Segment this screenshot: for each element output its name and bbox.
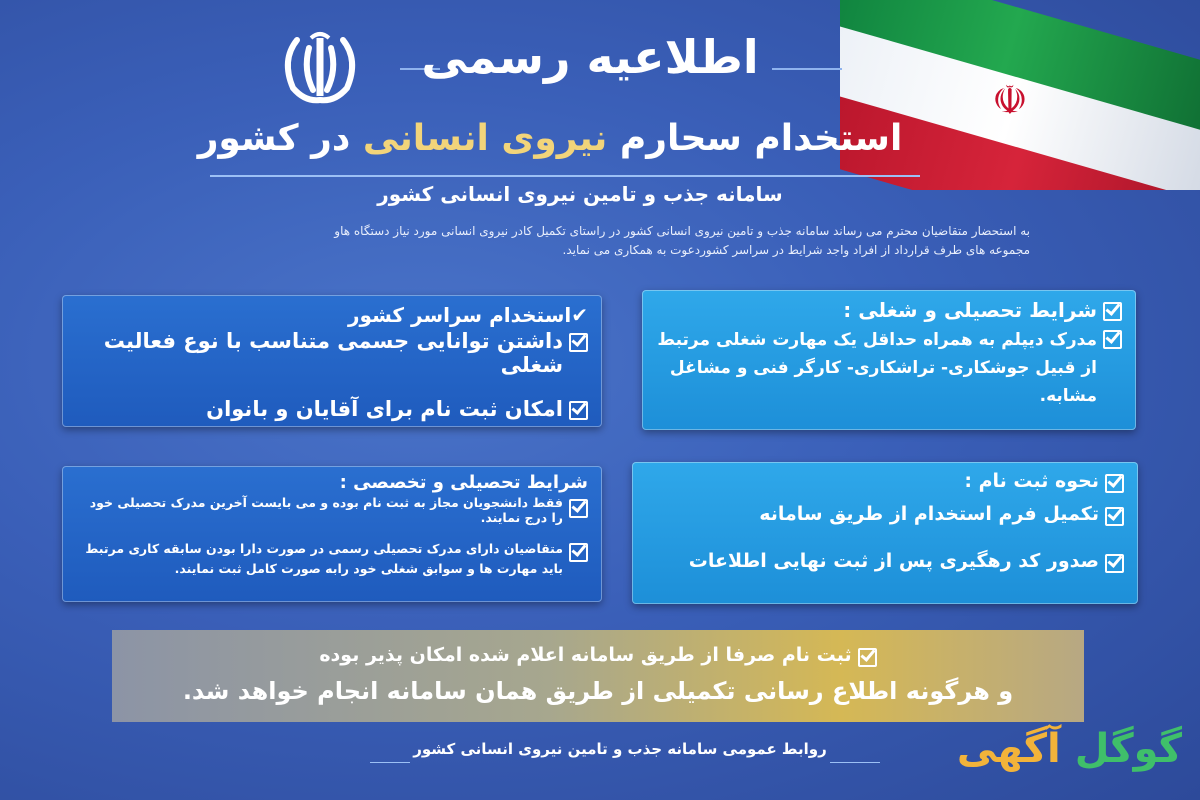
box-nationwide	[62, 295, 602, 427]
list-item	[632, 503, 1138, 526]
intro-text: به استحضار متقاضیان محترم می رساند سامانه جذب و تامین نیروی انسانی کشور در راستای تکمیل کادر نیروی انسانی مورد نیاز دستگاه هاو مجموعه های طرف قرارداد از افراد واجد شرایط در سراسر کشوردعوت به همکاری می نماید.	[334, 224, 1030, 257]
list-item	[62, 495, 602, 525]
checkbox-icon	[858, 648, 877, 667]
notice-line1-row	[112, 644, 1084, 667]
headline-part2: در کشور	[197, 118, 351, 159]
checkbox-icon	[569, 543, 588, 562]
box-nationwide-heading: ✔استخدام سراسر کشور	[348, 303, 588, 327]
bottom-notice	[112, 630, 1084, 722]
checkbox-icon	[1103, 330, 1122, 349]
national-emblem-icon	[275, 30, 365, 110]
list-item	[642, 326, 1136, 410]
watermark-part-a: گوگل	[1074, 726, 1182, 772]
list-item	[62, 539, 602, 579]
box-edu-conditions-heading: شرایط تحصیلی و تخصصی :	[339, 472, 588, 493]
iran-flag-image	[840, 0, 1200, 190]
list-item-text: امکان ثبت نام برای آقایان و بانوان	[206, 397, 563, 421]
list-item	[62, 397, 602, 421]
box-job-conditions-heading: شرایط تحصیلی و شغلی :	[843, 298, 1097, 322]
box-job-conditions-heading-row	[642, 290, 1136, 322]
headline-underline	[210, 175, 920, 177]
box-registration-heading: نحوه ثبت نام :	[964, 470, 1099, 492]
flag-emblem-icon: ☫	[992, 78, 1028, 124]
checkbox-icon	[569, 333, 588, 352]
page-title: اطلاعیه رسمی	[421, 30, 759, 84]
checkbox-icon	[1103, 302, 1122, 321]
footer-line-right	[830, 762, 880, 763]
box-registration-heading-row	[632, 462, 1138, 493]
list-item-text: فقط دانشجویان مجاز به ثبت نام بوده و می بایست آخرین مدرک تحصیلی خود را درج نمایند.	[89, 495, 563, 525]
footer-credit: روابط عمومی سامانه جذب و تامین نیروی انسانی کشور	[413, 740, 827, 758]
list-item-text: متقاضیان دارای مدرک تحصیلی رسمی در صورت دارا بودن سابقه کاری مرتبط باید مهارت ها و سوابق شغلی خود رابه صورت کامل ثبت نمایند.	[85, 541, 563, 576]
list-item-text: داشتن توانایی جسمی متناسب با نوع فعالیت شغلی	[103, 329, 563, 377]
notice-line1: ثبت نام صرفا از طریق سامانه اعلام شده امکان پذیر بوده	[319, 644, 852, 666]
headline-highlight: نیروی انسانی	[362, 118, 608, 159]
checkbox-icon	[1105, 554, 1124, 573]
headline	[190, 118, 910, 159]
agency-name: سامانه جذب و تامین نیروی انسانی کشور	[377, 182, 783, 206]
checkbox-icon	[1105, 507, 1124, 526]
notice-line2: و هرگونه اطلاع رسانی تکمیلی از طریق همان سامانه انجام خواهد شد.	[182, 677, 1014, 705]
box-job-conditions	[642, 290, 1136, 430]
list-item-text: تکمیل فرم استخدام از طریق سامانه	[759, 503, 1099, 525]
list-item	[62, 329, 602, 377]
checkbox-icon	[1105, 474, 1124, 493]
watermark-part-b: آگهی	[956, 726, 1061, 772]
box-registration	[632, 462, 1138, 604]
checkbox-icon	[569, 401, 588, 420]
title-line-right	[772, 68, 842, 70]
list-item	[632, 550, 1138, 573]
checkbox-icon	[569, 499, 588, 518]
footer-line-left	[370, 762, 410, 763]
watermark-logo	[957, 726, 1182, 772]
headline-part1: استخدام سحارم	[619, 118, 903, 159]
list-item-text: صدور کد رهگیری پس از ثبت نهایی اطلاعات	[688, 550, 1099, 572]
box-edu-conditions	[62, 466, 602, 602]
list-item-text: مدرک دیپلم به همراه حداقل یک مهارت شغلی مرتبط از قبیل جوشکاری- تراشکاری- کارگر فنی و مشاغل مشابه.	[657, 330, 1097, 406]
